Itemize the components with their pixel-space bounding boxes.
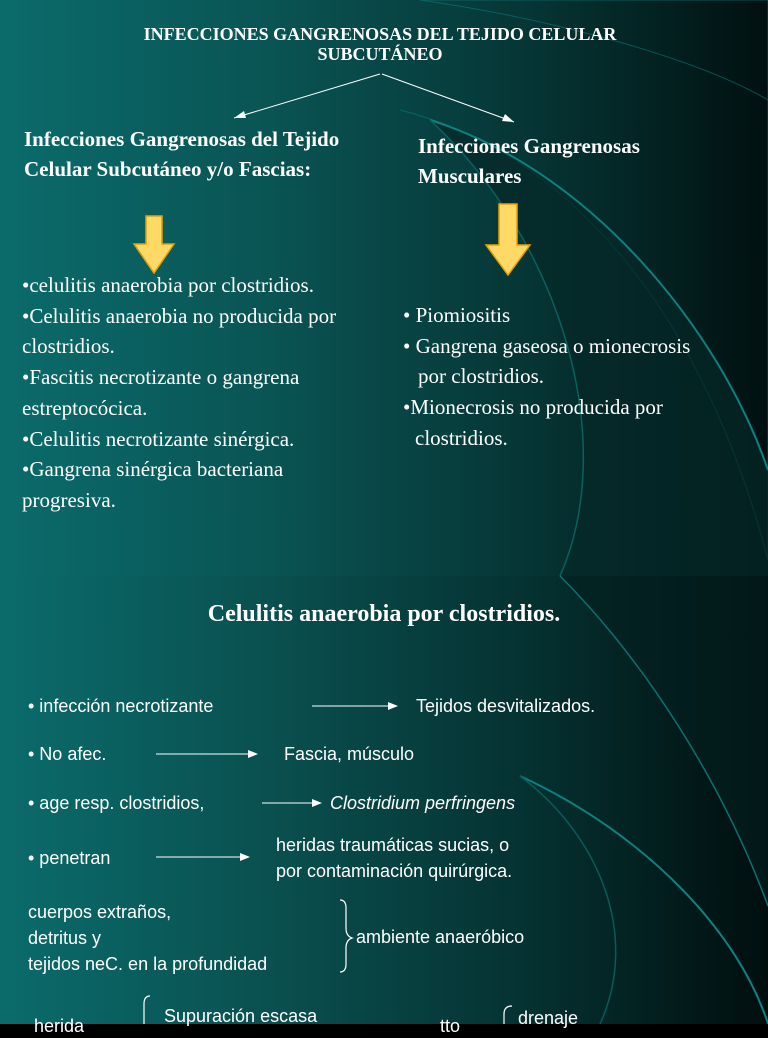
arrow-icon — [262, 799, 322, 807]
right-list — [403, 300, 763, 454]
row-left: • infección necrotizante — [28, 696, 214, 716]
list-item: •Fascitis necrotizante o gangrena estreptocócica. — [22, 365, 300, 420]
list-item: •Celulitis anaerobia no producida por clostridios. — [22, 303, 337, 359]
row-left: • penetran — [28, 848, 111, 868]
list-item: por clostridios. — [418, 364, 544, 389]
list-item: •Gangrena sinérgica bacteriana progresiva. — [22, 457, 284, 512]
row-right: Fascia, músculo — [284, 744, 415, 764]
list-item: •Celulitis necrotizante sinérgica. — [22, 426, 295, 451]
brace-icon — [144, 996, 150, 1024]
list-item: • Gangrena gaseosa o mionecrosis — [403, 333, 691, 358]
list-item: • Piomiositis — [403, 303, 511, 327]
bottom-tto: tto — [440, 1016, 461, 1036]
slide-1-title: INFECCIONES GANGRENOSAS DEL TEJIDO CELULAR SUBCUTÁNEO — [143, 24, 617, 64]
left-heading: Infecciones Gangrenosas del Tejido Celular Subcutáneo y/o Fascias: — [24, 127, 340, 181]
brace-icon — [340, 900, 352, 972]
brace-icon — [504, 1006, 512, 1024]
branch-arrow-right — [382, 74, 514, 122]
list-item: clostridios. — [415, 425, 508, 450]
arrow-icon — [312, 702, 398, 710]
group-line: cuerpos extraños, — [28, 902, 172, 922]
row-right-line: heridas traumáticas sucias, o — [276, 835, 510, 855]
arrow-icon — [156, 750, 258, 758]
organism-name: Clostridium perfringens — [330, 793, 516, 813]
row-left: • age resp. clostridios, — [28, 793, 205, 813]
group-result: ambiente anaeróbico — [356, 927, 525, 947]
right-heading: Infecciones Gangrenosas Musculares — [418, 134, 640, 188]
row-right: Tejidos desvitalizados. — [416, 696, 596, 716]
bottom-left: herida — [34, 1016, 85, 1036]
row-left: • No afec. — [28, 744, 107, 764]
down-arrow-icon — [134, 216, 174, 273]
list-item: •Mionecrosis no producida por — [403, 395, 663, 420]
row-right-line: por contaminación quirúrgica. — [276, 861, 513, 881]
list-item: •celulitis anaerobia por clostridios. — [22, 273, 314, 297]
slide-2-title: Celulitis anaerobia por clostridios. — [207, 601, 561, 627]
branch-arrow-left — [234, 74, 380, 118]
left-list — [22, 270, 382, 516]
bottom-right: drenaje — [518, 1008, 579, 1028]
group-line: detritus y — [28, 928, 102, 948]
bottom-mid: Supuración escasa — [164, 1006, 318, 1026]
slide-2 — [0, 576, 768, 1036]
group-line: tejidos neC. en la profundidad — [28, 954, 268, 974]
arrow-icon — [156, 853, 250, 861]
